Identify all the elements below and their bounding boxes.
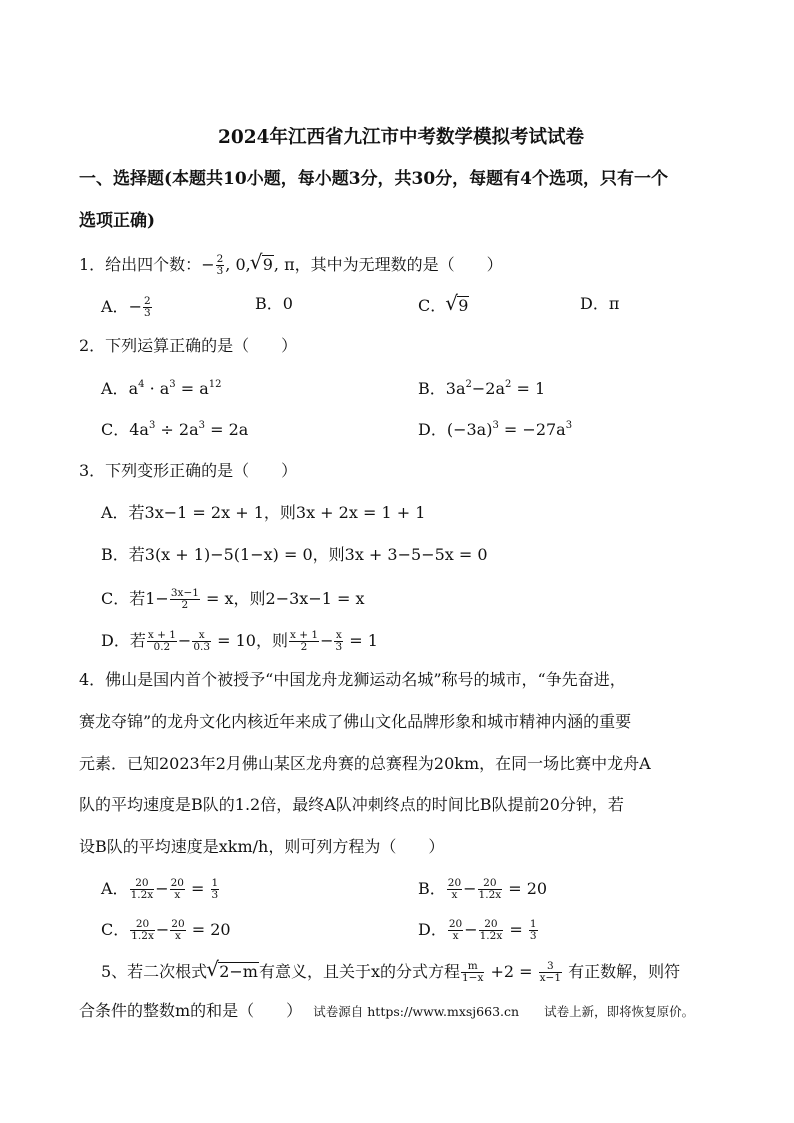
q2-c-p3: = 2a (205, 420, 249, 439)
q3-option-b: B．若3(x + 1)−5(1−x) = 0，则3x + 3−5−5x = 0 (101, 545, 488, 564)
q4-c-eq: = 20 (186, 920, 231, 940)
q1-option-a (101, 296, 153, 319)
q5-pre: 5、若二次根式 (101, 962, 208, 982)
q1-option-b: B．0 (255, 294, 293, 313)
q4-d-d3: 3 (529, 930, 537, 943)
q4-d-frac2 (479, 919, 504, 942)
q2-b-p1: 3a (445, 379, 466, 398)
q3-d-n4: x (335, 629, 342, 641)
q5-post: 有正数解，则符 (563, 962, 681, 982)
source-note: 试卷源自 https://www.mxsj663.cn 试卷上新，即将恢复原价。 (313, 1004, 695, 1019)
question-2-stem: 2．下列运算正确的是（ ） (79, 336, 298, 355)
q5-frac2 (539, 961, 562, 984)
q4-a-n1: 20 (130, 878, 155, 890)
q1-a-neg: − (128, 297, 142, 317)
q3-d-frac2 (192, 630, 211, 653)
q2-a-label: A． (101, 379, 129, 398)
q2-b-p3: = 1 (511, 379, 546, 398)
q1-fraction (216, 254, 225, 277)
q5-f2n: 3 (539, 961, 562, 973)
q4-option-c (101, 919, 231, 942)
q1-mid: , 0, (225, 255, 251, 275)
q4-d-frac3 (529, 919, 538, 942)
q2-d-p1: (−3a) (446, 420, 493, 439)
page-title: 2024年江西省九江市中考数学模拟考试试卷 (218, 127, 584, 148)
question-5-line2 (79, 1003, 694, 1019)
q3-d-frac4 (334, 630, 343, 653)
q2-a-e3: 12 (208, 379, 222, 390)
q4-b-n2: 20 (478, 878, 503, 890)
q3-option-d (101, 630, 378, 653)
q2-c-label: C． (101, 420, 130, 439)
q4-b-label: B． (418, 879, 446, 899)
q4-b-eq: = 20 (503, 879, 548, 899)
q4-d-n1: 20 (448, 918, 463, 930)
q4-d-d1: x (452, 930, 459, 943)
q5-f2d: x−1 (539, 972, 562, 985)
q4-option-a (101, 878, 220, 901)
q3-d-d3: 2 (300, 641, 308, 654)
q4-d-n2: 20 (479, 919, 504, 931)
q4-a-frac1 (130, 878, 155, 901)
q1-a-label: A． (101, 297, 129, 317)
q4-a-d2: x (174, 889, 181, 902)
q2-option-d (418, 422, 572, 438)
q3-d-minus2: − (320, 631, 334, 651)
q4-c-n2: 20 (171, 918, 185, 930)
q5-frac1 (461, 961, 484, 984)
q4-a-op: − (155, 879, 169, 899)
q4-d-d2: 1.2x (479, 930, 503, 943)
q1-a-den: 3 (143, 307, 151, 320)
q2-c-p1: 4a (129, 420, 149, 439)
q4-option-d (418, 919, 539, 942)
q4-b-frac2 (478, 878, 503, 901)
q2-c-e2: 3 (198, 420, 206, 431)
q4-a-eq: = (185, 879, 210, 899)
q3-d-d2: 0.3 (193, 641, 211, 654)
q2-a-p1: a (128, 379, 139, 398)
q4-c-d2: x (175, 930, 181, 943)
q3-d-pre: D．若 (101, 631, 146, 651)
question-4-line4: 队的平均速度是B队的1.2倍，最终A队冲刺终点的时间比B队提前20分钟，若 (79, 795, 624, 814)
q5-mid2: +2 = (485, 962, 538, 982)
question-4-line5: 设B队的平均速度是xkm/h，则可列方程为（ ） (79, 837, 445, 856)
q3-c-post: = x，则2−3x−1 = x (200, 589, 365, 609)
q5-sqrt (207, 962, 259, 981)
question-3-stem: 3．下列变形正确的是（ ） (79, 461, 298, 480)
q1-c-label: C． (418, 296, 447, 315)
q2-option-c (101, 422, 248, 438)
question-1-stem (79, 254, 503, 277)
q2-a-p2: · a (144, 379, 170, 398)
q2-option-a (101, 381, 222, 397)
q4-c-label: C． (101, 920, 130, 940)
q4-a-label: A． (101, 879, 129, 899)
q2-d-e2: 3 (565, 420, 573, 431)
question-4-line3: 元素．已知2023年2月佛山某区龙舟赛的总赛程为20km，在同一场比赛中龙舟A (79, 754, 651, 773)
q3-d-mid: = 10，则 (212, 631, 288, 651)
q4-b-d2: 1.2x (478, 889, 502, 902)
q2-b-e2: 2 (504, 379, 512, 390)
q3-c-pre: C．若1− (101, 589, 169, 609)
q5-mid: 有意义，且关于x的分式方程 (258, 962, 460, 982)
q4-a-n2: 20 (170, 877, 184, 889)
q5-radicand: 2−m (219, 962, 258, 982)
q2-c-p2: ÷ 2a (155, 420, 199, 439)
q4-b-n1: 20 (447, 877, 462, 889)
question-5-line1 (101, 961, 680, 984)
q3-d-frac3 (289, 630, 319, 653)
q3-c-fraction (170, 588, 200, 611)
q2-a-p3: = a (175, 379, 209, 398)
q4-b-d1: x (451, 889, 458, 902)
q2-d-p2: = −27a (498, 420, 566, 439)
q1-suffix: , π，其中为无理数的是（ ） (273, 255, 503, 275)
q5-f1d: 1−x (461, 972, 484, 985)
q2-d-e1: 3 (492, 420, 499, 431)
q3-d-post: = 1 (344, 631, 378, 651)
q3-option-a: A．若3x−1 = 2x + 1，则3x + 2x = 1 + 1 (101, 503, 426, 522)
q4-a-n3: 1 (211, 877, 219, 889)
q2-a-e1: 4 (138, 379, 145, 390)
q3-d-n2: x (192, 630, 211, 642)
q2-c-e1: 3 (148, 420, 156, 431)
q5-f1n: m (461, 961, 484, 973)
q3-d-n1: x + 1 (147, 629, 176, 641)
q3-d-minus1: − (177, 631, 192, 651)
q2-b-e1: 2 (465, 379, 472, 390)
q4-a-frac2 (170, 878, 185, 901)
q3-c-den: 2 (181, 599, 189, 612)
q1-option-c (418, 296, 469, 315)
q4-d-frac1 (448, 919, 463, 942)
q5-line2: 合条件的整数m的和是（ ） (79, 1001, 303, 1020)
q1-frac-den: 3 (216, 265, 224, 278)
q1-a-num: 2 (143, 295, 151, 307)
q3-d-frac1 (147, 630, 177, 653)
q4-option-b (418, 878, 547, 901)
q4-c-n1: 20 (130, 919, 155, 931)
q4-b-op: − (463, 879, 477, 899)
q1-prefix: 1．给出四个数： (79, 255, 202, 275)
q1-sqrt (251, 255, 274, 274)
q4-a-d1: 1.2x (130, 889, 154, 902)
q1-c-radicand: 9 (458, 296, 469, 315)
q1-a-fraction (143, 296, 152, 319)
q4-c-frac2 (170, 919, 185, 942)
section-heading-line1: 一、选择题(本题共10小题，每小题3分，共30分，每题有4个选项，只有一个 (79, 169, 669, 189)
q2-a-e2: 3 (169, 379, 176, 390)
q2-option-b (418, 381, 545, 397)
q4-d-n3: 1 (529, 918, 537, 930)
q2-d-label: D． (418, 420, 447, 439)
q3-c-num: 3x−1 (170, 587, 199, 599)
q4-d-op: − (464, 920, 478, 940)
section-heading-line2: 选项正确) (79, 211, 156, 231)
q1-option-d: D．π (580, 294, 620, 313)
q2-b-p2: −2a (471, 379, 505, 398)
q3-d-d4: 3 (335, 641, 343, 654)
question-4-line2: 赛龙夺锦”的龙舟文化内核近年来成了佛山文化品牌形象和城市精神内涵的重要 (79, 712, 632, 731)
q3-option-c (101, 588, 365, 611)
question-4-line1: 4．佛山是国内首个被授予“中国龙舟龙狮运动名城”称号的城市，“争先奋进， (79, 670, 626, 689)
q1-c-sqrt (446, 296, 469, 315)
q4-d-label: D． (418, 920, 447, 940)
q4-a-d3: 3 (211, 889, 219, 902)
q4-a-frac3 (211, 878, 220, 901)
q4-b-frac1 (447, 878, 462, 901)
q4-c-op: − (155, 920, 170, 940)
q1-frac-num: 2 (216, 253, 224, 265)
q4-c-frac1 (130, 919, 155, 942)
q1-radicand: 9 (262, 255, 273, 275)
q3-d-d1: 0.2 (153, 641, 171, 654)
q4-c-d1: 1.2x (131, 930, 154, 943)
q2-b-label: B． (418, 379, 446, 398)
q3-d-n3: x + 1 (289, 629, 319, 641)
q4-d-eq: = (504, 920, 528, 940)
q1-neg: − (201, 255, 215, 275)
